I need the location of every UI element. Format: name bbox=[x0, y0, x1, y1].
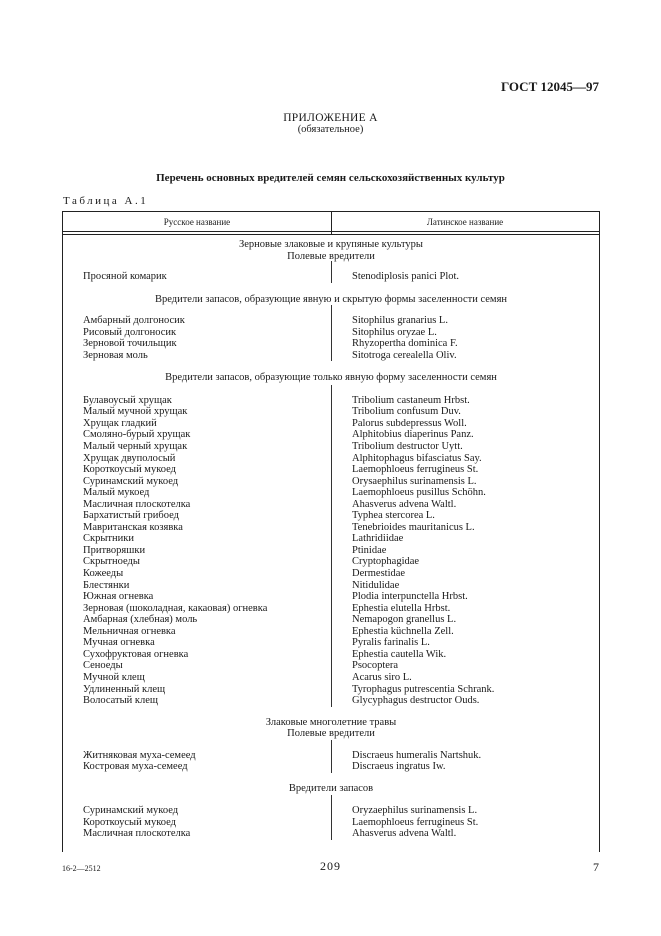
section-title: Зерновые злаковые и крупяные культуры bbox=[239, 239, 423, 250]
latin-name: Plodia interpunctella Hrbst. bbox=[352, 591, 468, 603]
russian-name: Малый мукоед bbox=[83, 487, 150, 499]
russian-name: Костровая муха-семеед bbox=[83, 761, 188, 773]
appendix-title: ПРИЛОЖЕНИЕ А bbox=[283, 112, 378, 124]
latin-name: Tribolium castaneum Hrbst. bbox=[352, 394, 470, 406]
latin-name: Tenebrioides mauritanicus L. bbox=[352, 521, 475, 533]
russian-name: Житняковая муха-семеед bbox=[83, 749, 196, 761]
latin-name: Ahasverus advena Waltl. bbox=[352, 498, 457, 510]
russian-name: Хрущак гладкий bbox=[83, 417, 157, 429]
russian-name: Скрытноеды bbox=[83, 556, 140, 568]
column-header-russian: Русское название bbox=[163, 217, 231, 227]
latin-name: Palorus subdepressus Woll. bbox=[352, 417, 467, 429]
latin-name: Sitophilus granarius L. bbox=[352, 315, 448, 327]
latin-name: Laemophloeus pusillus Schöhn. bbox=[352, 487, 486, 499]
latin-name: Oryzaephilus surinamensis L. bbox=[352, 805, 478, 817]
latin-name: Discraeus ingratus Iw. bbox=[352, 761, 446, 773]
russian-name: Смоляно-бурый хрущак bbox=[83, 429, 191, 441]
russian-name: Сухофруктовая огневка bbox=[83, 648, 189, 660]
russian-name: Мучная огневка bbox=[83, 637, 155, 649]
sheet-number: 7 bbox=[593, 860, 599, 874]
latin-name: Ephestia elutella Hrbst. bbox=[352, 602, 451, 614]
latin-name: Pyralis farinalis L. bbox=[352, 637, 430, 649]
latin-name: Ahasverus advena Waltl. bbox=[352, 828, 457, 840]
latin-name: Ephestia cautella Wik. bbox=[352, 648, 447, 660]
latin-name: Typhea stercorea L. bbox=[352, 510, 435, 522]
latin-name: Orysaephilus surinamensis L. bbox=[352, 475, 477, 487]
latin-name: Laemophloeus ferrugineus St. bbox=[352, 816, 479, 828]
latin-name: Laemophloeus ferrugineus St. bbox=[352, 464, 479, 476]
russian-name: Зерновая моль bbox=[83, 349, 148, 361]
russian-name: Сеноеды bbox=[83, 660, 123, 672]
appendix-note: (обязательное) bbox=[297, 124, 364, 135]
russian-name: Удлиненный клещ bbox=[83, 683, 166, 695]
latin-name: Rhyzopertha dominica F. bbox=[352, 338, 458, 350]
column-divider bbox=[331, 740, 332, 773]
pests-table bbox=[62, 211, 600, 852]
latin-name: Psocoptera bbox=[352, 660, 399, 672]
section-title: Злаковые многолетние травы bbox=[265, 716, 397, 728]
russian-name: Бархатистый грибоед bbox=[83, 510, 179, 522]
russian-name: Амбарный долгоносик bbox=[83, 315, 185, 327]
russian-name: Блестянки bbox=[83, 579, 130, 591]
russian-name: Просяной комарик bbox=[83, 271, 167, 282]
section-title: Вредители запасов, образующие только явную форму заселенности семян bbox=[165, 372, 497, 384]
latin-name: Glycyphagus destructor Ouds. bbox=[352, 695, 480, 707]
russian-name: Малый черный хрущак bbox=[83, 440, 188, 452]
section-title: Вредители запасов, образующие явную и скрытую формы заселенности семян bbox=[154, 293, 508, 305]
russian-name: Короткоусый мукоед bbox=[83, 464, 177, 476]
column-header-latin: Латинское название bbox=[426, 217, 504, 227]
russian-name: Масличная плоскотелка bbox=[83, 498, 191, 510]
print-code: 16-2—2512 bbox=[62, 864, 101, 873]
latin-name: Stenodiplosis panici Plot. bbox=[352, 271, 460, 282]
latin-name: Nitidulidae bbox=[352, 579, 400, 591]
latin-name: Tribolium destructor Uytt. bbox=[352, 440, 463, 452]
latin-name: Cryptophagidae bbox=[352, 556, 420, 568]
latin-name: Discraeus humeralis Nartshuk. bbox=[352, 749, 482, 761]
latin-name: Dermestidae bbox=[352, 568, 406, 579]
russian-name: Волосатый клещ bbox=[83, 695, 159, 707]
russian-name: Притворяшки bbox=[83, 544, 146, 556]
latin-name: Alphitobius diaperinus Panz. bbox=[352, 429, 474, 441]
russian-name: Короткоусый мукоед bbox=[83, 816, 177, 828]
header-rule bbox=[63, 231, 599, 232]
column-divider bbox=[331, 795, 332, 840]
section-title: Полевые вредители bbox=[287, 250, 375, 262]
latin-name: Nemapogon granellus L. bbox=[352, 614, 457, 626]
latin-name: Lathridiidae bbox=[352, 533, 404, 545]
russian-name: Зерновой точильщик bbox=[83, 338, 177, 350]
latin-name: Ephestia küchnella Zell. bbox=[352, 625, 454, 637]
section-title: Вредители запасов bbox=[288, 782, 374, 794]
latin-name: Sitotroga cerealella Oliv. bbox=[352, 349, 457, 361]
russian-name: Амбарная (хлебная) моль bbox=[83, 614, 198, 626]
latin-name: Acarus siro L. bbox=[352, 671, 412, 683]
list-heading: Перечень основных вредителей семян сельскохозяйственных культур bbox=[156, 172, 505, 184]
latin-name: Sitophilus oryzae L. bbox=[352, 326, 437, 338]
russian-name: Булавоусый хрущак bbox=[83, 394, 172, 406]
russian-name: Скрытники bbox=[83, 533, 134, 545]
russian-name: Рисовый долгоносик bbox=[83, 326, 177, 338]
russian-name: Хрущак двуполосый bbox=[83, 452, 176, 464]
latin-name: Alphitophagus bifasciatus Say. bbox=[352, 452, 482, 464]
page-number: 209 bbox=[320, 859, 341, 873]
russian-name: Зерновая (шоколадная, какаовая) огневка bbox=[83, 602, 268, 614]
russian-name: Кожееды bbox=[83, 568, 124, 579]
russian-name: Мельничная огневка bbox=[83, 625, 176, 637]
section-title: Полевые вредители bbox=[287, 728, 375, 740]
russian-name: Суринамский мукоед bbox=[83, 805, 179, 817]
latin-name: Ptinidae bbox=[352, 544, 387, 556]
russian-name: Мавританская козявка bbox=[83, 521, 183, 533]
russian-name: Малый мучной хрущак bbox=[83, 406, 188, 418]
table-label: Таблица А.1 bbox=[63, 195, 149, 207]
document-code: ГОСТ 12045—97 bbox=[500, 79, 599, 94]
latin-name: Tribolium confusum Duv. bbox=[352, 406, 461, 418]
russian-name: Суринамский мукоед bbox=[83, 475, 179, 487]
column-divider bbox=[331, 385, 332, 707]
russian-name: Южная огневка bbox=[83, 591, 154, 603]
russian-name: Мучной клещ bbox=[83, 671, 145, 683]
latin-name: Tyrophagus putrescentia Schrank. bbox=[352, 683, 495, 695]
column-divider bbox=[331, 305, 332, 361]
russian-name: Масличная плоскотелка bbox=[83, 828, 191, 840]
header-rule-double bbox=[63, 234, 599, 235]
column-divider bbox=[331, 261, 332, 283]
